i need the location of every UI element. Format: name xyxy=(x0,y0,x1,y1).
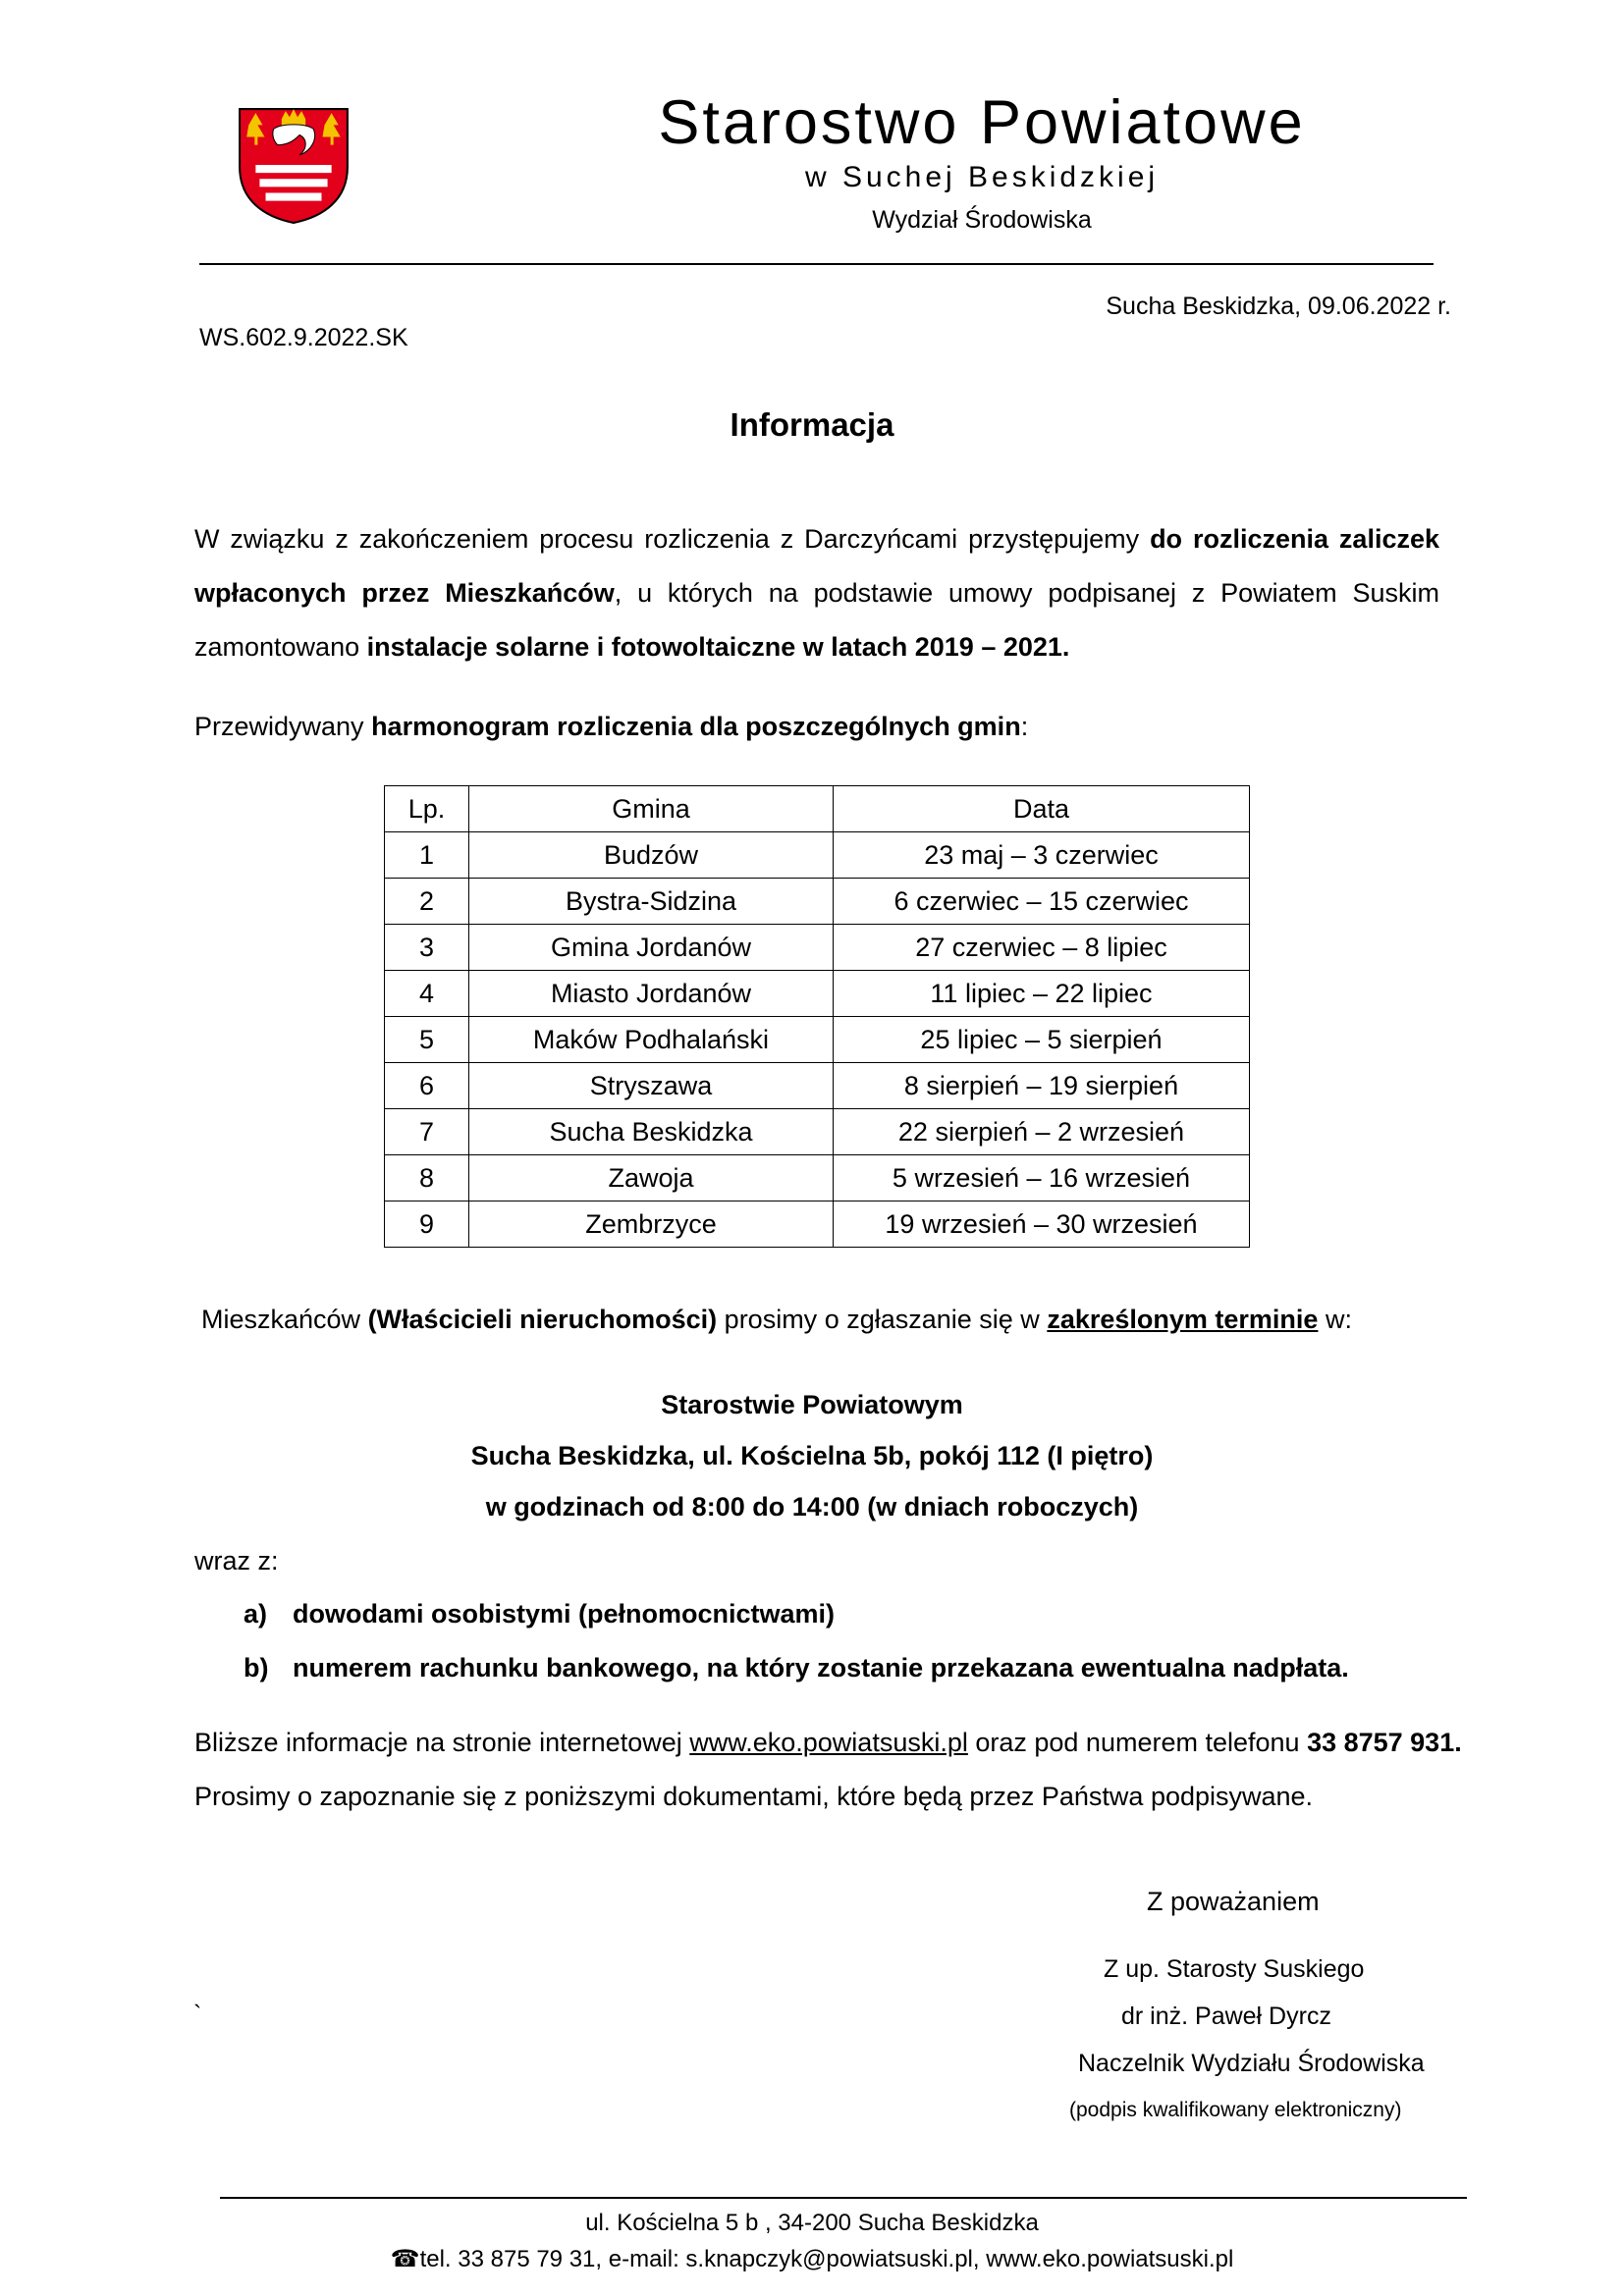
table-row xyxy=(385,1017,1250,1063)
more-info: Bliższe informacje na stronie internetowej www.eko.powiatsuski.pl oraz pod numerem telefonu 33 8757 931. xyxy=(194,1728,1462,1757)
table-cell: Zembrzyce xyxy=(469,1201,834,1248)
signature-name: dr inż. Paweł Dyrcz xyxy=(1121,2002,1331,2030)
reference-number: WS.602.9.2022.SK xyxy=(199,324,408,351)
signature-note: (podpis kwalifikowany elektroniczny) xyxy=(1069,2099,1402,2121)
table-cell: 6 xyxy=(385,1063,469,1109)
table-cell: 25 lipiec – 5 sierpień xyxy=(834,1017,1250,1063)
table-row xyxy=(385,879,1250,925)
table-cell: Maków Podhalański xyxy=(469,1017,834,1063)
requirement-item: b) numerem rachunku bankowego, na który zostanie przekazana ewentualna nadpłata. xyxy=(244,1653,1349,1682)
table-cell: 1 xyxy=(385,832,469,879)
table-cell: 5 wrzesień – 16 wrzesień xyxy=(834,1155,1250,1201)
coat-of-arms-crest-icon xyxy=(234,105,353,225)
table-cell: 9 xyxy=(385,1201,469,1248)
schedule-table xyxy=(384,785,1250,1248)
table-cell: Bystra-Sidzina xyxy=(469,879,834,925)
table-cell: 4 xyxy=(385,971,469,1017)
table-cell: 3 xyxy=(385,925,469,971)
table-cell: 19 wrzesień – 30 wrzesień xyxy=(834,1201,1250,1248)
table-cell: 2 xyxy=(385,879,469,925)
header-title: Starostwo Powiatowe xyxy=(658,88,1306,157)
table-cell: 22 sierpień – 2 wrzesień xyxy=(834,1109,1250,1155)
intro-paragraph: W związku z zakończeniem procesu rozliczenia z Darczyńcami przystępujemy do rozliczenia zaliczek wpłaconych przez Mieszkańców, u których na podstawie umowy podpisanej z Powiatem Suskim zamontowano instalacje solarne i fotowoltaiczne w latach 2019 – 2021. xyxy=(194,524,1439,662)
office-name: Starostwie Powiatowym xyxy=(661,1390,963,1419)
requirement-item: a) dowodami osobistymi (pełnomocnictwami) xyxy=(244,1599,836,1629)
table-cell: Stryszawa xyxy=(469,1063,834,1109)
document-date: Sucha Beskidzka, 09.06.2022 r. xyxy=(1106,293,1451,320)
table-cell: Gmina Jordanów xyxy=(469,925,834,971)
table-cell: 23 maj – 3 czerwiec xyxy=(834,832,1250,879)
stray-mark: ` xyxy=(193,2001,202,2028)
table-cell: 8 xyxy=(385,1155,469,1201)
table-row xyxy=(385,832,1250,879)
column-header: Data xyxy=(834,786,1250,832)
schedule-intro: Przewidywany harmonogram rozliczenia dla poszczególnych gmin: xyxy=(194,712,1029,741)
table-row xyxy=(385,1109,1250,1155)
table-row xyxy=(385,971,1250,1017)
with-label: wraz z: xyxy=(194,1546,279,1575)
phone-number: 33 8757 931. xyxy=(1307,1728,1462,1757)
table-cell: Sucha Beskidzka xyxy=(469,1109,834,1155)
signature-closing: Z poważaniem xyxy=(1147,1887,1320,1916)
column-header: Gmina xyxy=(469,786,834,832)
table-cell: 5 xyxy=(385,1017,469,1063)
footer-divider xyxy=(220,2197,1467,2199)
table-cell: 11 lipiec – 22 lipiec xyxy=(834,971,1250,1017)
website-link[interactable]: www.eko.powiatsuski.pl xyxy=(689,1728,968,1757)
signature-on-behalf: Z up. Starosty Suskiego xyxy=(1104,1955,1365,1983)
table-cell: 7 xyxy=(385,1109,469,1155)
column-header: Lp. xyxy=(385,786,469,832)
residents-request: Mieszkańców (Właścicieli nieruchomości) prosimy o zgłaszanie się w zakreślonym terminie w: xyxy=(201,1305,1352,1334)
document-title: Informacja xyxy=(730,406,894,443)
phone-icon: ☎ xyxy=(390,2246,420,2272)
table-cell: Miasto Jordanów xyxy=(469,971,834,1017)
header-subtitle: w Suchej Beskidzkiej xyxy=(804,161,1160,193)
signature-position: Naczelnik Wydziału Środowiska xyxy=(1078,2050,1425,2077)
table-row xyxy=(385,1201,1250,1248)
header-department: Wydział Środowiska xyxy=(872,206,1092,234)
documents-note: Prosimy o zapoznanie się z poniższymi dokumentami, które będą przez Państwa podpisywane. xyxy=(194,1782,1314,1811)
table-cell: 8 sierpień – 19 sierpień xyxy=(834,1063,1250,1109)
table-header-row xyxy=(385,786,1250,832)
table-row xyxy=(385,925,1250,971)
table-cell: 6 czerwiec – 15 czerwiec xyxy=(834,879,1250,925)
office-hours: w godzinach od 8:00 do 14:00 (w dniach roboczych) xyxy=(485,1492,1139,1522)
header-divider xyxy=(199,263,1434,265)
table-cell: Budzów xyxy=(469,832,834,879)
table-cell: 27 czerwiec – 8 lipiec xyxy=(834,925,1250,971)
office-address: Sucha Beskidzka, ul. Kościelna 5b, pokój 112 (I piętro) xyxy=(470,1441,1154,1470)
table-row xyxy=(385,1155,1250,1201)
table-cell: Zawoja xyxy=(469,1155,834,1201)
footer-address: ul. Kościelna 5 b , 34-200 Sucha Beskidzka xyxy=(585,2210,1039,2236)
footer-contact: ☎tel. 33 875 79 31, e-mail: s.knapczyk@powiatsuski.pl, www.eko.powiatsuski.pl xyxy=(390,2246,1234,2272)
table-row xyxy=(385,1063,1250,1109)
